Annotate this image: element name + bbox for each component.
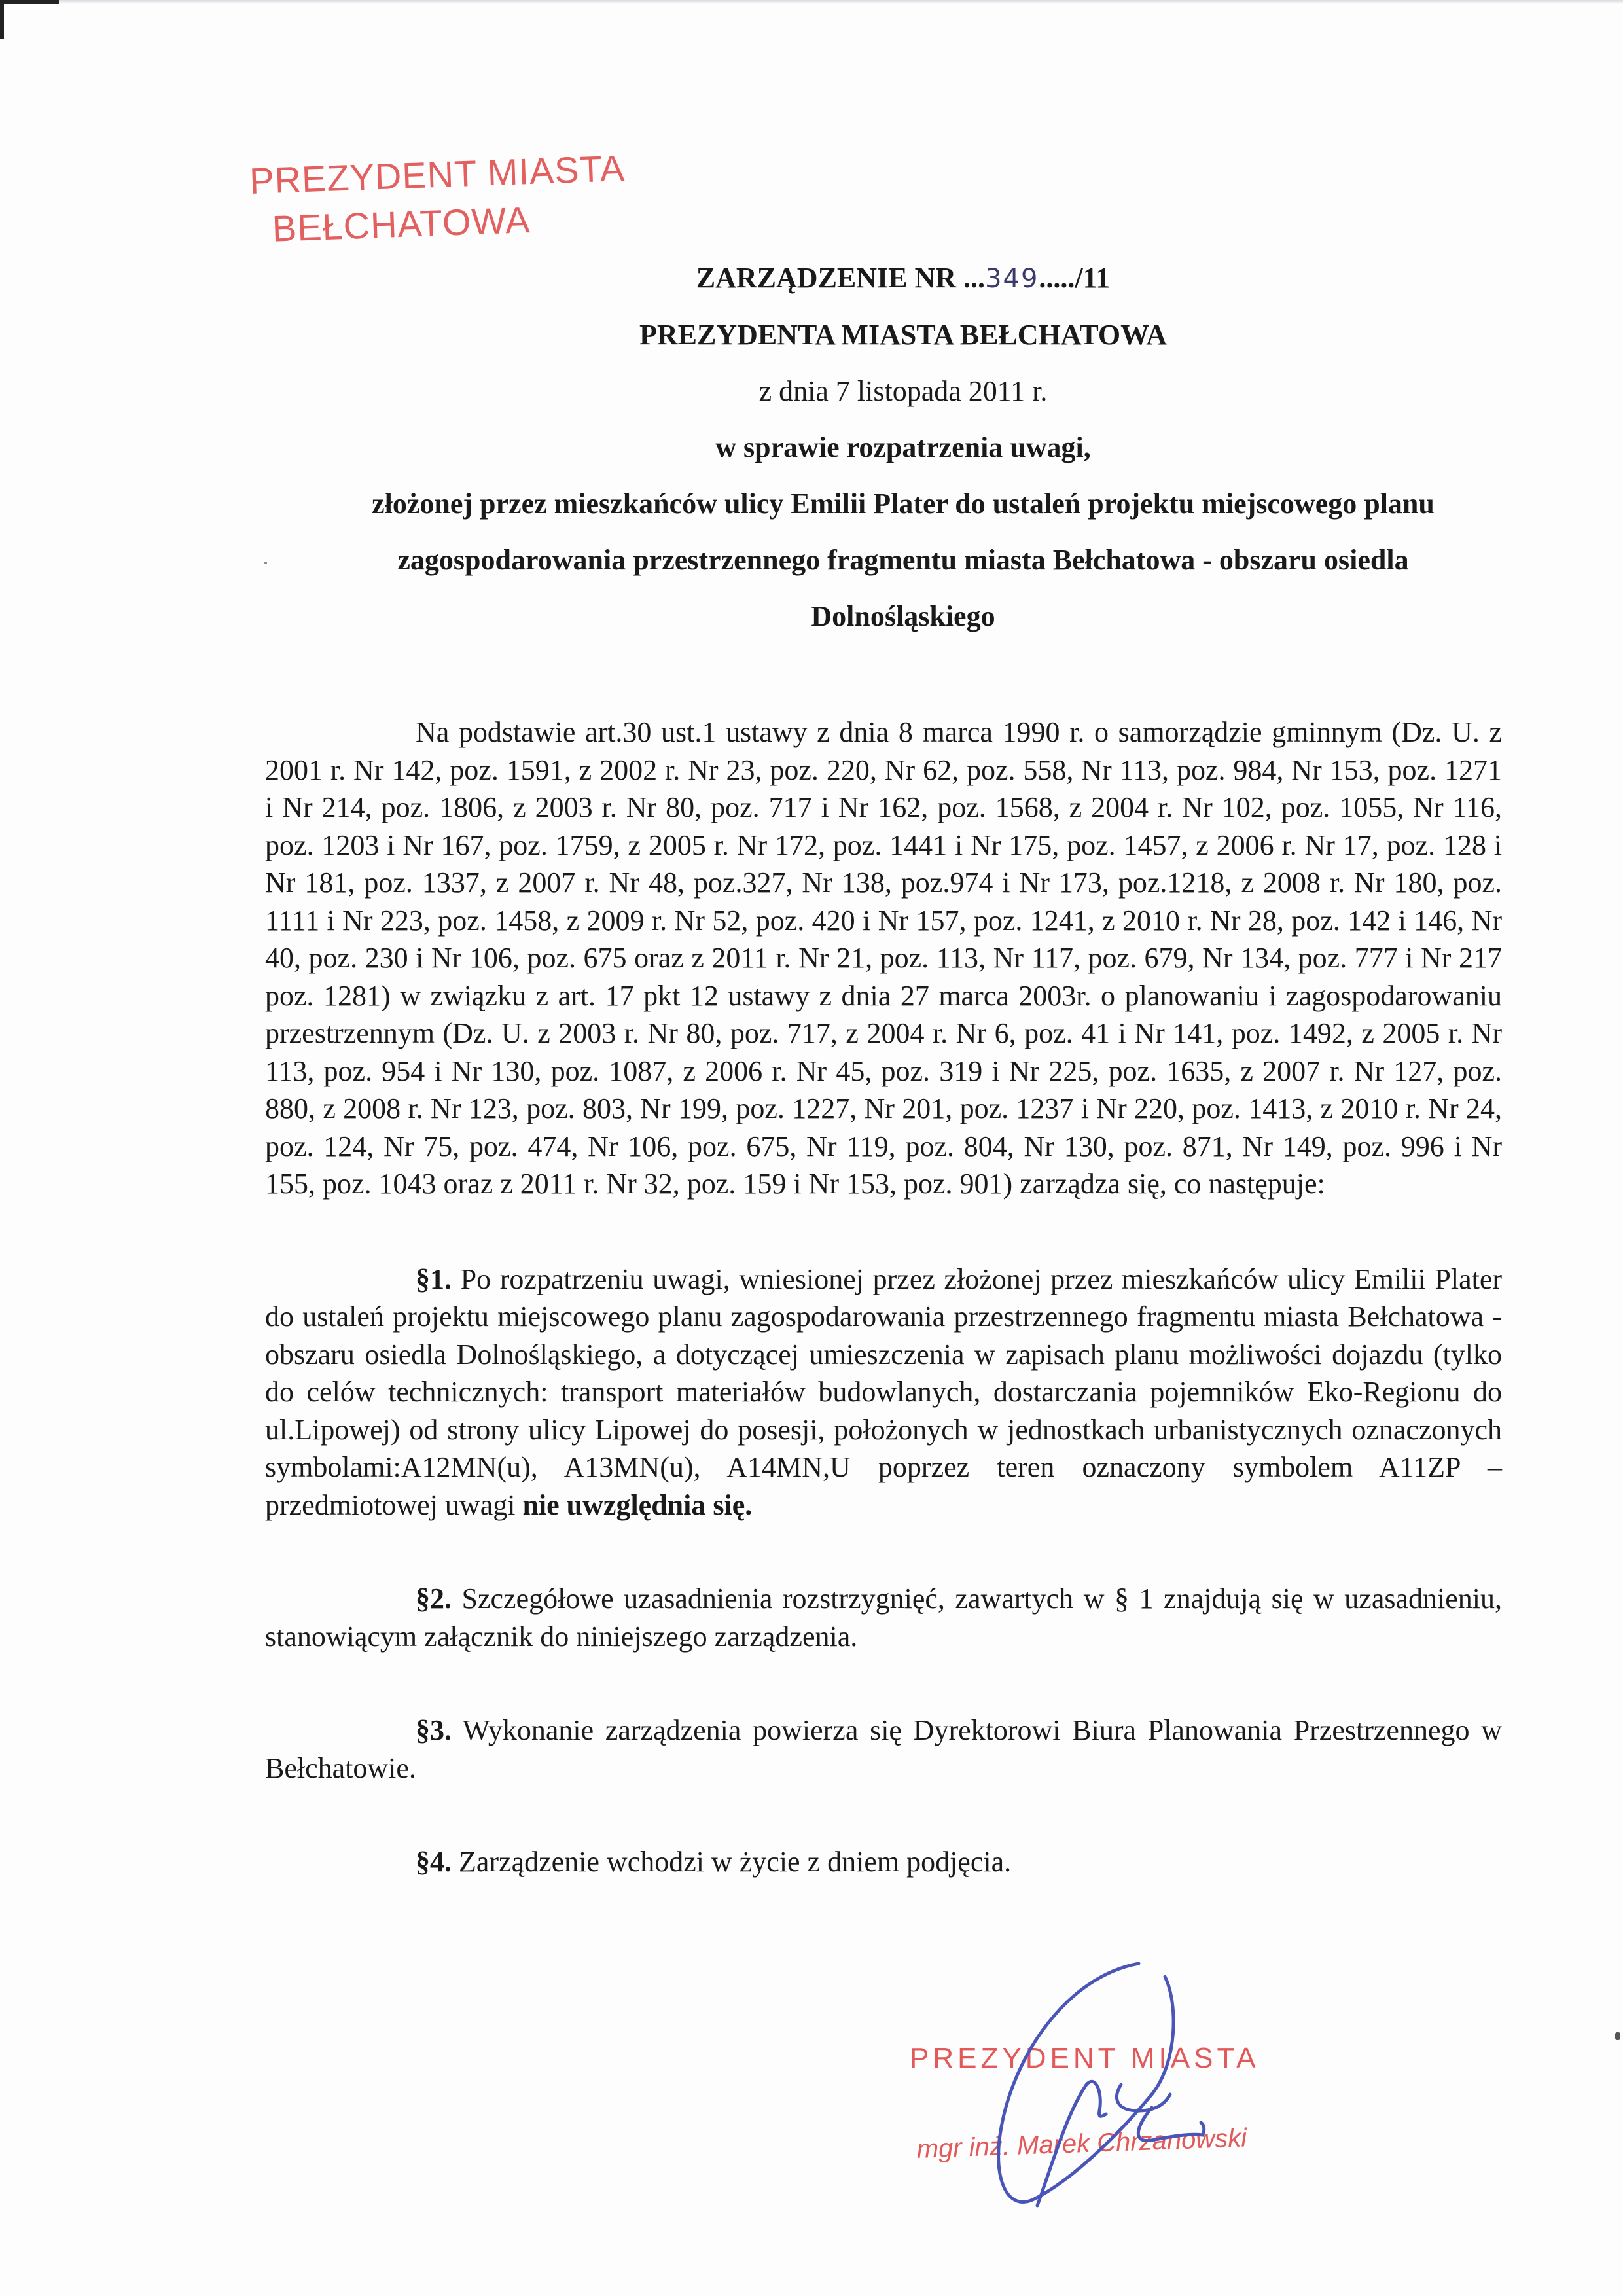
- section-1-decision: nie uwzględnia się.: [522, 1488, 753, 1521]
- handwritten-number: 349: [985, 264, 1039, 294]
- scan-edge: [0, 0, 1623, 4]
- document-header: [262, 259, 1544, 636]
- issuer-stamp-line1: PREZYDENT MIASTA: [249, 147, 626, 202]
- issuer-stamp: [249, 144, 628, 254]
- title-suffix: ...../11: [1039, 262, 1111, 294]
- signature-stamp-name: mgr inż. Marek Chrzanowski: [916, 2123, 1247, 2164]
- title-prefix: ZARZĄDZENIE NR ...: [696, 262, 986, 294]
- legal-basis-paragraph: Na podstawie art.30 ust.1 ustawy z dnia 8 marca 1990 r. o samorządzie gminnym (Dz. U. z 2001 r. Nr 142, poz. 1591, z 2002 r. Nr 23, poz. 220, Nr 62, poz. 558, Nr 113, poz. 984, Nr 153, poz. 1271 i Nr 214, poz. 1806, z 2003 r. Nr 80, poz. 717 i Nr 162, poz. 1568, z 2004 r. Nr 102, poz. 1055, Nr 116, poz. 1203 i Nr 167, poz. 1759, z 2005 r. Nr 172, poz. 1441 i Nr 175, poz. 1457, z 2006 r. Nr 17, poz. 128 i Nr 181, poz. 1337, z 2007 r. Nr 48, poz.327, Nr 138, poz.974 i Nr 173, poz.1218, z 2008 r. Nr 180, poz. 1111 i Nr 223, poz. 1458, z 2009 r. Nr 52, poz. 420 i Nr 157, poz. 1241, z 2010 r. Nr 28, poz. 142 i 146, Nr 40, poz. 230 i Nr 106, poz. 675 oraz z 2011 r. Nr 21, poz. 113, Nr 117, poz. 679, Nr 134, poz. 777 i Nr 217 poz. 1281) w związku z art. 17 pkt 12 ustawy z dnia 27 marca 2003r. o planowaniu i zagospodarowaniu przestrzennym (Dz. U. z 2003 r. Nr 80, poz. 717, z 2004 r. Nr 6, poz. 41 i Nr 141, poz. 1492, z 2005 r. Nr 113, poz. 954 i Nr 130, poz. 1087, z 2006 r. Nr 45, poz. 319 i Nr 225, poz. 1635, z 2007 r. Nr 127, poz. 880, z 2008 r. Nr 123, poz. 803, Nr 199, poz. 1227, Nr 201, poz. 1237 i Nr 220, poz. 1413, z 2010 r. Nr 24, poz. 124, Nr 75, poz. 474, Nr 106, poz. 675, Nr 119, poz. 804, Nr 130, poz. 871, Nr 149, poz. 996 i Nr 155, poz. 1043 oraz z 2011 r. Nr 32, poz. 159 i Nr 153, poz. 901) zarządza się, co następuje:: [265, 716, 1502, 1200]
- handwritten-signature-icon: [903, 1964, 1374, 2199]
- section-3-label: §3.: [416, 1714, 452, 1746]
- section-4: [265, 1843, 1502, 1881]
- section-1-text: Po rozpatrzeniu uwagi, wniesionej przez złożonej przez mieszkańców ulicy Emilii Plater do ustaleń projektu miejscowego planu zagospodarowania przestrzennego fragmentu miasta Bełchatowa - obszaru osiedla Dolnośląskiego, a dotyczącej umieszczenia w zapisach planu możliwości dojazdu (tylko do celów technicznych: transport materiałów budowlanych, dostarczania pojemników Eko-Regionu do ul.Lipowej) od strony ulicy Lipowej do posesji, położonych w jednostkach urbanistycznych oznaczonych symbolami:A12MN(u), A13MN(u), A14MN,U poprzez teren oznaczony symbolem A11ZP – przedmiotowej uwagi: [265, 1263, 1502, 1521]
- section-1: [265, 1261, 1502, 1524]
- section-2-text: Szczegółowe uzasadnienia rozstrzygnięć, zawartych w § 1 znajdują się w uzasadnieniu, stanowiącym załącznik do niniejszego zarządzenia.: [265, 1583, 1502, 1653]
- issuing-authority: PREZYDENTA MIASTA BEŁCHATOWA: [639, 319, 1167, 351]
- issuer-stamp-line2: BEŁCHATOWA: [271, 199, 531, 249]
- document-title: [262, 259, 1544, 298]
- document-date: z dnia 7 listopada 2011 r.: [758, 375, 1048, 407]
- section-3-text: Wykonanie zarządzenia powierza się Dyrektorowi Biura Planowania Przestrzennego w Bełchatowie.: [265, 1714, 1502, 1784]
- scan-speck: [264, 562, 267, 564]
- section-2-label: §2.: [416, 1583, 452, 1615]
- section-1-label: §1.: [416, 1263, 452, 1295]
- subject-line-2: złożonej przez mieszkańców ulicy Emilii Plater do ustaleń projektu miejscowego planu: [372, 488, 1435, 520]
- section-4-text: Zarządzenie wchodzi w życie z dniem podjęcia.: [452, 1846, 1012, 1878]
- document-body: [265, 713, 1502, 1881]
- subject-line-3: zagospodarowania przestrzennego fragmentu miasta Bełchatowa - obszaru osiedla: [397, 544, 1409, 576]
- subject-line-4: Dolnośląskiego: [811, 600, 995, 632]
- scan-corner-mark: [0, 0, 59, 4]
- section-3: [265, 1712, 1502, 1787]
- signature-stamp-title: PREZYDENT MIASTA: [910, 2042, 1260, 2074]
- signature-block: [903, 1964, 1374, 2199]
- section-4-label: §4.: [416, 1846, 452, 1878]
- scan-corner-mark: [0, 0, 4, 39]
- section-2: [265, 1580, 1502, 1655]
- subject-line-1: w sprawie rozpatrzenia uwagi,: [715, 431, 1091, 463]
- scan-speck: [1615, 2032, 1620, 2040]
